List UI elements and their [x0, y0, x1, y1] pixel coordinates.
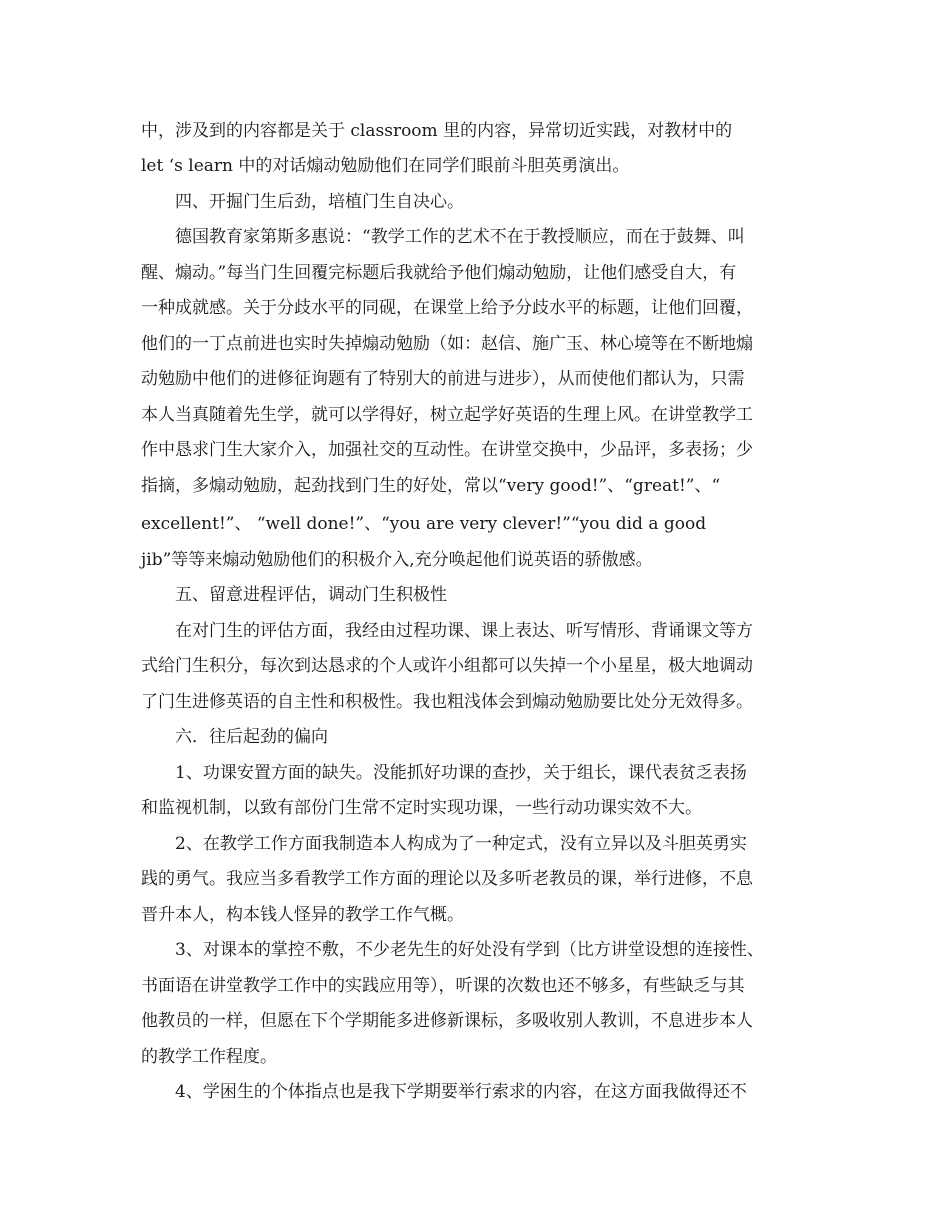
text-line: 践的勇气。我应当多看教学工作方面的理论以及多听老教员的课，举行进修，不息 — [141, 869, 753, 889]
text-line: 书面语在讲堂教学工作中的实践应用等），听课的次数也还不够多，有些缺乏与其 — [141, 976, 745, 996]
section-heading: 六．往后起劲的偏向 — [141, 727, 328, 747]
text-line: 指摘，多煽动勉励，起劲找到门生的好处，常以“very good!”、“great!”、“ — [141, 476, 721, 496]
section-heading: 五、留意进程评估，调动门生积极性 — [141, 585, 447, 605]
text-line: 醒、煽动。”每当门生回覆完标题后我就给予他们煽动勉励，让他们感受自大，有 — [141, 263, 737, 283]
text-line: 晋升本人，构本钱人怪异的教学工作气概。 — [141, 905, 464, 925]
text-line: 式给门生积分，每次到达恳求的个人或许小组都可以失掉一个小星星，极大地调动 — [141, 656, 753, 676]
text-line: 他们的一丁点前进也实时失掉煽动勉励（如：赵信、施广玉、林心境等在不断地煽 — [141, 334, 753, 354]
text-line: let ‘s learn 中的对话煽动勉励他们在同学们眼前斗胆英勇演出。 — [141, 156, 630, 176]
text-line: 2、在教学工作方面我制造本人构成为了一种定式，没有立异以及斗胆英勇实 — [141, 834, 747, 854]
text-line: jib”等等来煽动勉励他们的积极介入,充分唤起他们说英语的骄傲感。 — [141, 550, 653, 570]
text-line: 3、对课本的掌控不敷，不少老先生的好处没有学到（比方讲堂设想的连接性、 — [141, 940, 764, 960]
text-line: 的教学工作程度。 — [141, 1047, 277, 1067]
text-line: 他教员的一样，但愿在下个学期能多进修新课标，多吸收别人教训，不息进步本人 — [141, 1011, 753, 1031]
text-line: 德国教育家第斯多惠说：“教学工作的艺术不在于教授顺应，而在于鼓舞、叫 — [141, 227, 745, 247]
text-line: 1、功课安置方面的缺失。没能抓好功课的查抄，关于组长，课代表贫乏表扬 — [141, 763, 747, 783]
text-line: excellent!”、 “well done!”、“you are very clever!”“you did a good — [141, 514, 707, 534]
text-line: 中，涉及到的内容都是关于 classroom 里的内容，异常切近实践，对教材中的 — [141, 121, 733, 141]
text-line: 本人当真随着先生学，就可以学得好，树立起学好英语的生理上风。在讲堂教学工 — [141, 405, 753, 425]
text-line: 动勉励中他们的进修征询题有了特别大的前进与进步），从而使他们都认为，只需 — [141, 369, 745, 389]
text-line: 4、学困生的个体指点也是我下学期要举行索求的内容，在这方面我做得还不 — [141, 1082, 747, 1102]
text-line: 了门生进修英语的自主性和积极性。我也粗浅体会到煽动勉励要比处分无效得多。 — [141, 692, 753, 712]
text-line: 一种成就感。关于分歧水平的同砚，在课堂上给予分歧水平的标题，让他们回覆， — [141, 298, 753, 318]
text-line: 在对门生的评估方面，我经由过程功课、课上表达、听写情形、背诵课文等方 — [141, 621, 753, 641]
text-line: 作中恳求门生大家介入，加强社交的互动性。在讲堂交换中，少品评，多表扬；少 — [141, 440, 753, 460]
text-line: 和监视机制，以致有部份门生常不定时实现功课，一些行动功课实效不大。 — [141, 798, 702, 818]
section-heading: 四、开掘门生后劲，培植门生自决心。 — [141, 192, 464, 212]
